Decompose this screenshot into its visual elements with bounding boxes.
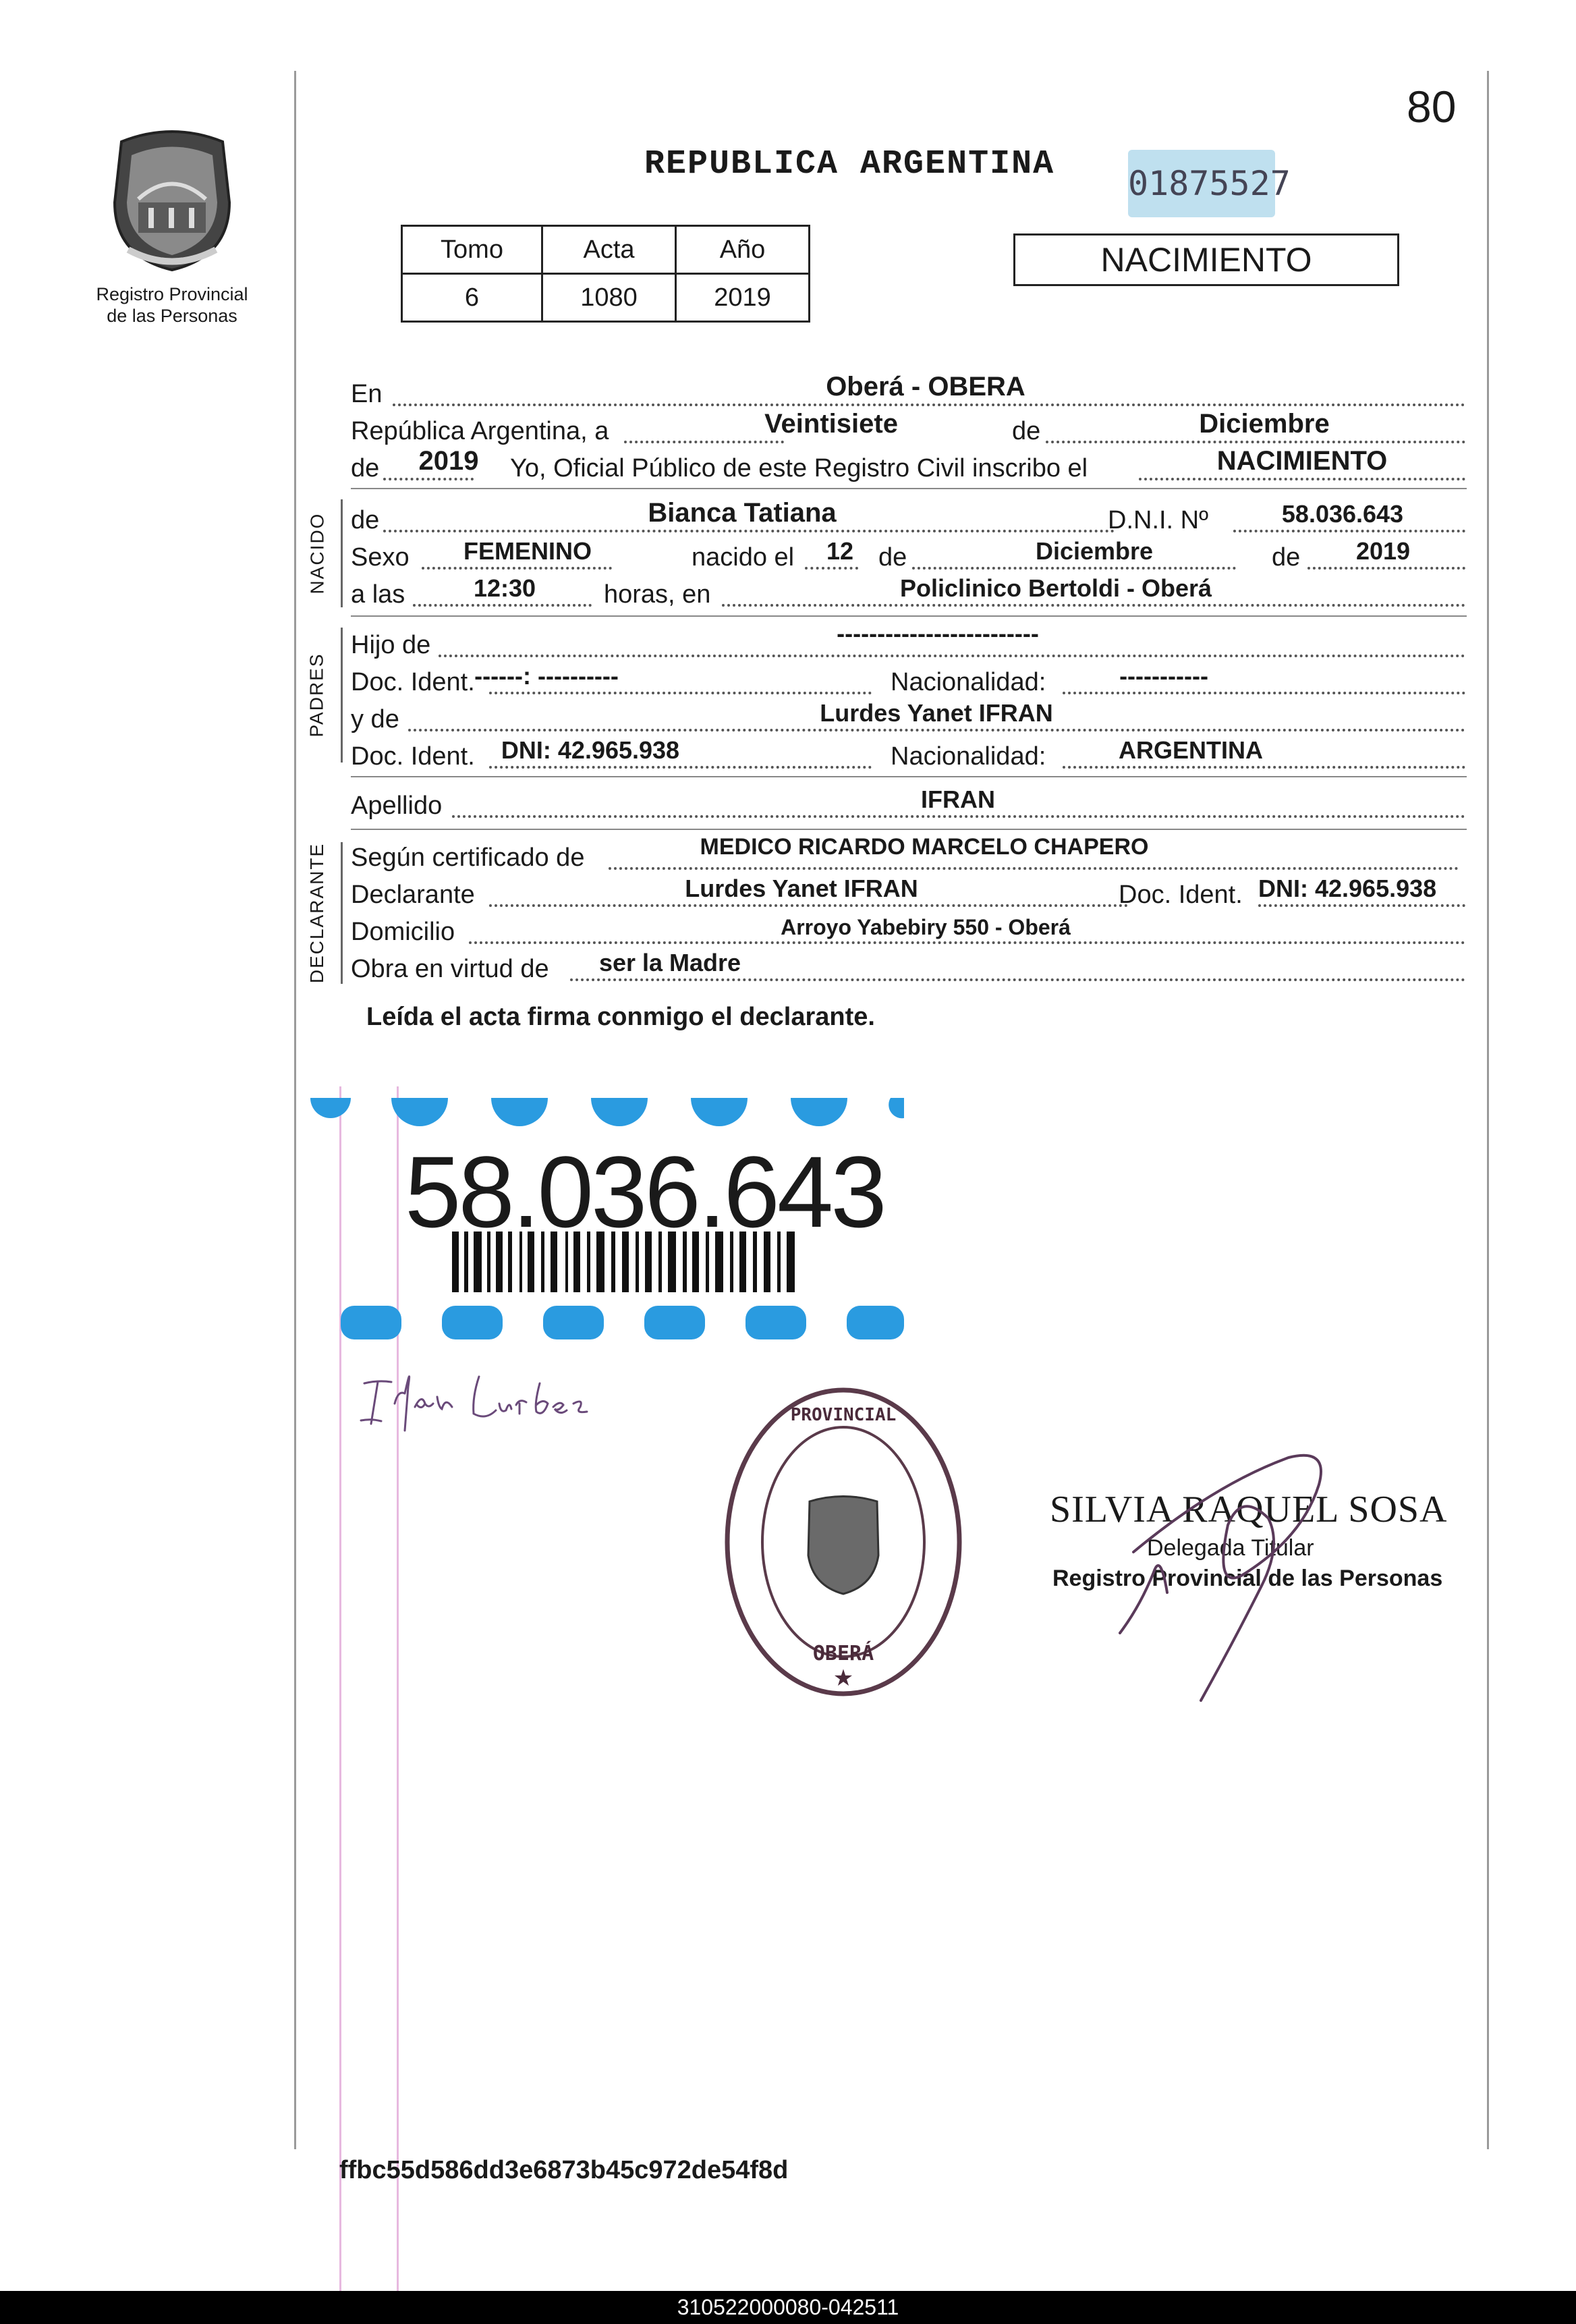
dotted-line xyxy=(383,478,474,480)
en-label: En xyxy=(351,380,383,408)
horas-label: horas, en xyxy=(604,580,711,609)
barcode-dni-number: 58.036.643 xyxy=(405,1135,884,1248)
dotted-line xyxy=(489,766,872,769)
official-organization: Registro Provincial de las Personas xyxy=(1052,1566,1443,1591)
record-act-word: NACIMIENTO xyxy=(1216,446,1388,476)
dotted-line xyxy=(469,941,1465,944)
dotted-line xyxy=(1063,692,1465,694)
doc-ident-label: Doc. Ident. xyxy=(351,668,475,696)
alas-label: a las xyxy=(351,580,405,609)
certificado-label: Según certificado de xyxy=(351,843,585,872)
de-label-2: de xyxy=(351,454,380,482)
mother-nationality: ARGENTINA xyxy=(1119,736,1263,764)
obra-label: Obra en virtud de xyxy=(351,955,549,983)
serial-sticker: 01875527 xyxy=(1128,150,1275,217)
surname-value: IFRAN xyxy=(921,785,995,813)
mother-name: Lurdes Yanet IFRAN xyxy=(820,699,1053,727)
father-nationality: ----------- xyxy=(1119,662,1208,690)
registry-label-line1: Registro Provincial xyxy=(96,284,248,304)
nacionalidad-label: Nacionalidad: xyxy=(891,668,1046,696)
section-divider xyxy=(351,829,1467,830)
nacido-side-label xyxy=(297,499,337,607)
closing-statement: Leída el acta firma conmigo el declarante. xyxy=(366,1003,875,1031)
dotted-line xyxy=(413,604,592,607)
hijo-de-label: Hijo de xyxy=(351,631,431,659)
father-name: ------------------------- xyxy=(837,619,1039,647)
record-day: Veintisiete xyxy=(764,409,898,439)
section-bar xyxy=(341,628,343,763)
row-surname xyxy=(351,785,1465,821)
dotted-line xyxy=(912,567,1236,570)
dotted-line xyxy=(393,404,1465,406)
row-born-sex xyxy=(351,537,1465,572)
nacionalidad-label-2: Nacionalidad: xyxy=(891,742,1046,771)
section-divider xyxy=(351,776,1467,777)
certificate-value: MEDICO RICARDO MARCELO CHAPERO xyxy=(700,834,1149,860)
birth-year: 2019 xyxy=(1355,537,1411,565)
declarante-side-label xyxy=(297,842,337,984)
row-mother xyxy=(351,699,1465,734)
svg-text:★: ★ xyxy=(833,1665,854,1692)
declarant-reason: ser la Madre xyxy=(598,949,741,976)
declarant-name: Lurdes Yanet IFRAN xyxy=(685,875,918,902)
dotted-line xyxy=(570,978,1465,981)
dotted-line xyxy=(1307,567,1465,570)
row-year xyxy=(351,446,1465,483)
row-mother-doc xyxy=(351,736,1465,771)
born-name: Bianca Tatiana xyxy=(648,498,837,528)
row-born-time xyxy=(351,574,1465,609)
acta-header: Acta xyxy=(542,226,676,274)
yde-label: y de xyxy=(351,705,399,734)
section-bar xyxy=(341,842,343,984)
stamp-city: OBERÁ xyxy=(812,1642,874,1665)
right-margin-rule xyxy=(1487,71,1489,2149)
dotted-line xyxy=(1258,904,1465,907)
mother-doc: DNI: 42.965.938 xyxy=(501,736,680,764)
acta-value: 1080 xyxy=(542,274,676,322)
birth-month: Diciembre xyxy=(1035,537,1154,565)
declarant-address: Arroyo Yabebiry 550 - Oberá xyxy=(781,915,1071,939)
dotted-line xyxy=(609,867,1459,870)
dotted-line xyxy=(805,567,858,570)
dotted-line xyxy=(383,530,1115,532)
row-declarant xyxy=(351,877,1465,910)
svg-text:PROVINCIAL: PROVINCIAL xyxy=(790,1405,897,1425)
de-label-5: de xyxy=(1272,543,1301,572)
dotted-line xyxy=(408,729,1465,731)
republic-label: República Argentina, a xyxy=(351,417,609,445)
book-reference-table xyxy=(401,225,810,323)
anio-header: Año xyxy=(676,226,810,274)
tomo-header: Tomo xyxy=(402,226,542,274)
de-label-4: de xyxy=(878,543,907,572)
registry-label xyxy=(74,283,270,327)
row-date xyxy=(351,409,1465,446)
country-title: REPUBLICA ARGENTINA xyxy=(644,145,1055,184)
row-certificate xyxy=(351,834,1465,873)
doc-ident-label-3: Doc. Ident. xyxy=(1119,881,1243,909)
padres-label: PADRES xyxy=(306,653,328,738)
row-father xyxy=(351,619,1465,660)
anio-value: 2019 xyxy=(676,274,810,322)
section-divider xyxy=(351,488,1467,489)
official-handwritten-signature xyxy=(1113,1444,1383,1717)
row-place xyxy=(351,372,1465,409)
left-margin-rule xyxy=(294,71,296,2149)
inscribo-text: Yo, Oficial Público de este Registro Civil inscribo el xyxy=(510,454,1088,482)
section-divider xyxy=(351,615,1467,617)
dni-label: D.N.I. Nº xyxy=(1108,506,1208,534)
domicilio-label: Domicilio xyxy=(351,918,455,946)
tomo-value: 6 xyxy=(402,274,542,322)
dotted-line xyxy=(439,655,1465,657)
registry-label-line2: de las Personas xyxy=(107,306,237,326)
dotted-line xyxy=(722,604,1465,607)
father-doc: ------: ---------- xyxy=(474,662,619,690)
record-month: Diciembre xyxy=(1199,409,1330,439)
declarante-label: DECLARANTE xyxy=(306,842,328,984)
document-hash: ffbc55d586dd3e6873b45c972de54f8d xyxy=(339,2156,789,2184)
birth-time: 12:30 xyxy=(473,574,536,602)
declarante-field-label: Declarante xyxy=(351,881,475,909)
page-number: 80 xyxy=(1407,82,1457,132)
footer-id-bar: 310522000080-042511 xyxy=(0,2291,1576,2324)
nacido-el-label: nacido el xyxy=(692,543,795,572)
act-type-box: NACIMIENTO xyxy=(1013,233,1399,286)
padres-side-label xyxy=(297,628,337,763)
dotted-line xyxy=(1046,441,1465,443)
official-role: Delegada Titular xyxy=(1147,1535,1314,1561)
row-born-name xyxy=(351,498,1465,535)
de-label-3: de xyxy=(351,506,380,534)
doc-ident-label-2: Doc. Ident. xyxy=(351,742,475,771)
dotted-line xyxy=(1063,766,1465,769)
row-reason xyxy=(351,951,1465,984)
registry-oval-stamp xyxy=(722,1383,965,1704)
born-dni: 58.036.643 xyxy=(1281,500,1404,528)
row-father-doc xyxy=(351,662,1465,697)
declarant-doc: DNI: 42.965.938 xyxy=(1258,875,1437,902)
dotted-line xyxy=(624,441,784,443)
dotted-line xyxy=(489,692,872,694)
declarant-handwritten-signature xyxy=(358,1356,600,1441)
row-address xyxy=(351,914,1465,947)
official-name: SILVIA RAQUEL SOSA xyxy=(1050,1489,1448,1530)
record-place: Oberá - OBERA xyxy=(826,372,1025,402)
dotted-line xyxy=(452,815,1465,818)
de-label: de xyxy=(1012,417,1041,445)
born-sex: FEMENINO xyxy=(463,537,592,565)
misiones-seal-logo xyxy=(101,128,243,277)
section-bar xyxy=(341,499,343,607)
nacido-label: NACIDO xyxy=(306,512,327,594)
record-year: 2019 xyxy=(418,446,479,476)
dotted-line xyxy=(1233,530,1465,532)
dotted-line xyxy=(489,904,1128,907)
birth-day: 12 xyxy=(826,537,854,565)
birth-place: Policlinico Bertoldi - Oberá xyxy=(899,574,1212,602)
apellido-label: Apellido xyxy=(351,792,443,820)
dotted-line xyxy=(422,567,612,570)
dotted-line xyxy=(1139,478,1465,480)
sexo-label: Sexo xyxy=(351,543,410,572)
